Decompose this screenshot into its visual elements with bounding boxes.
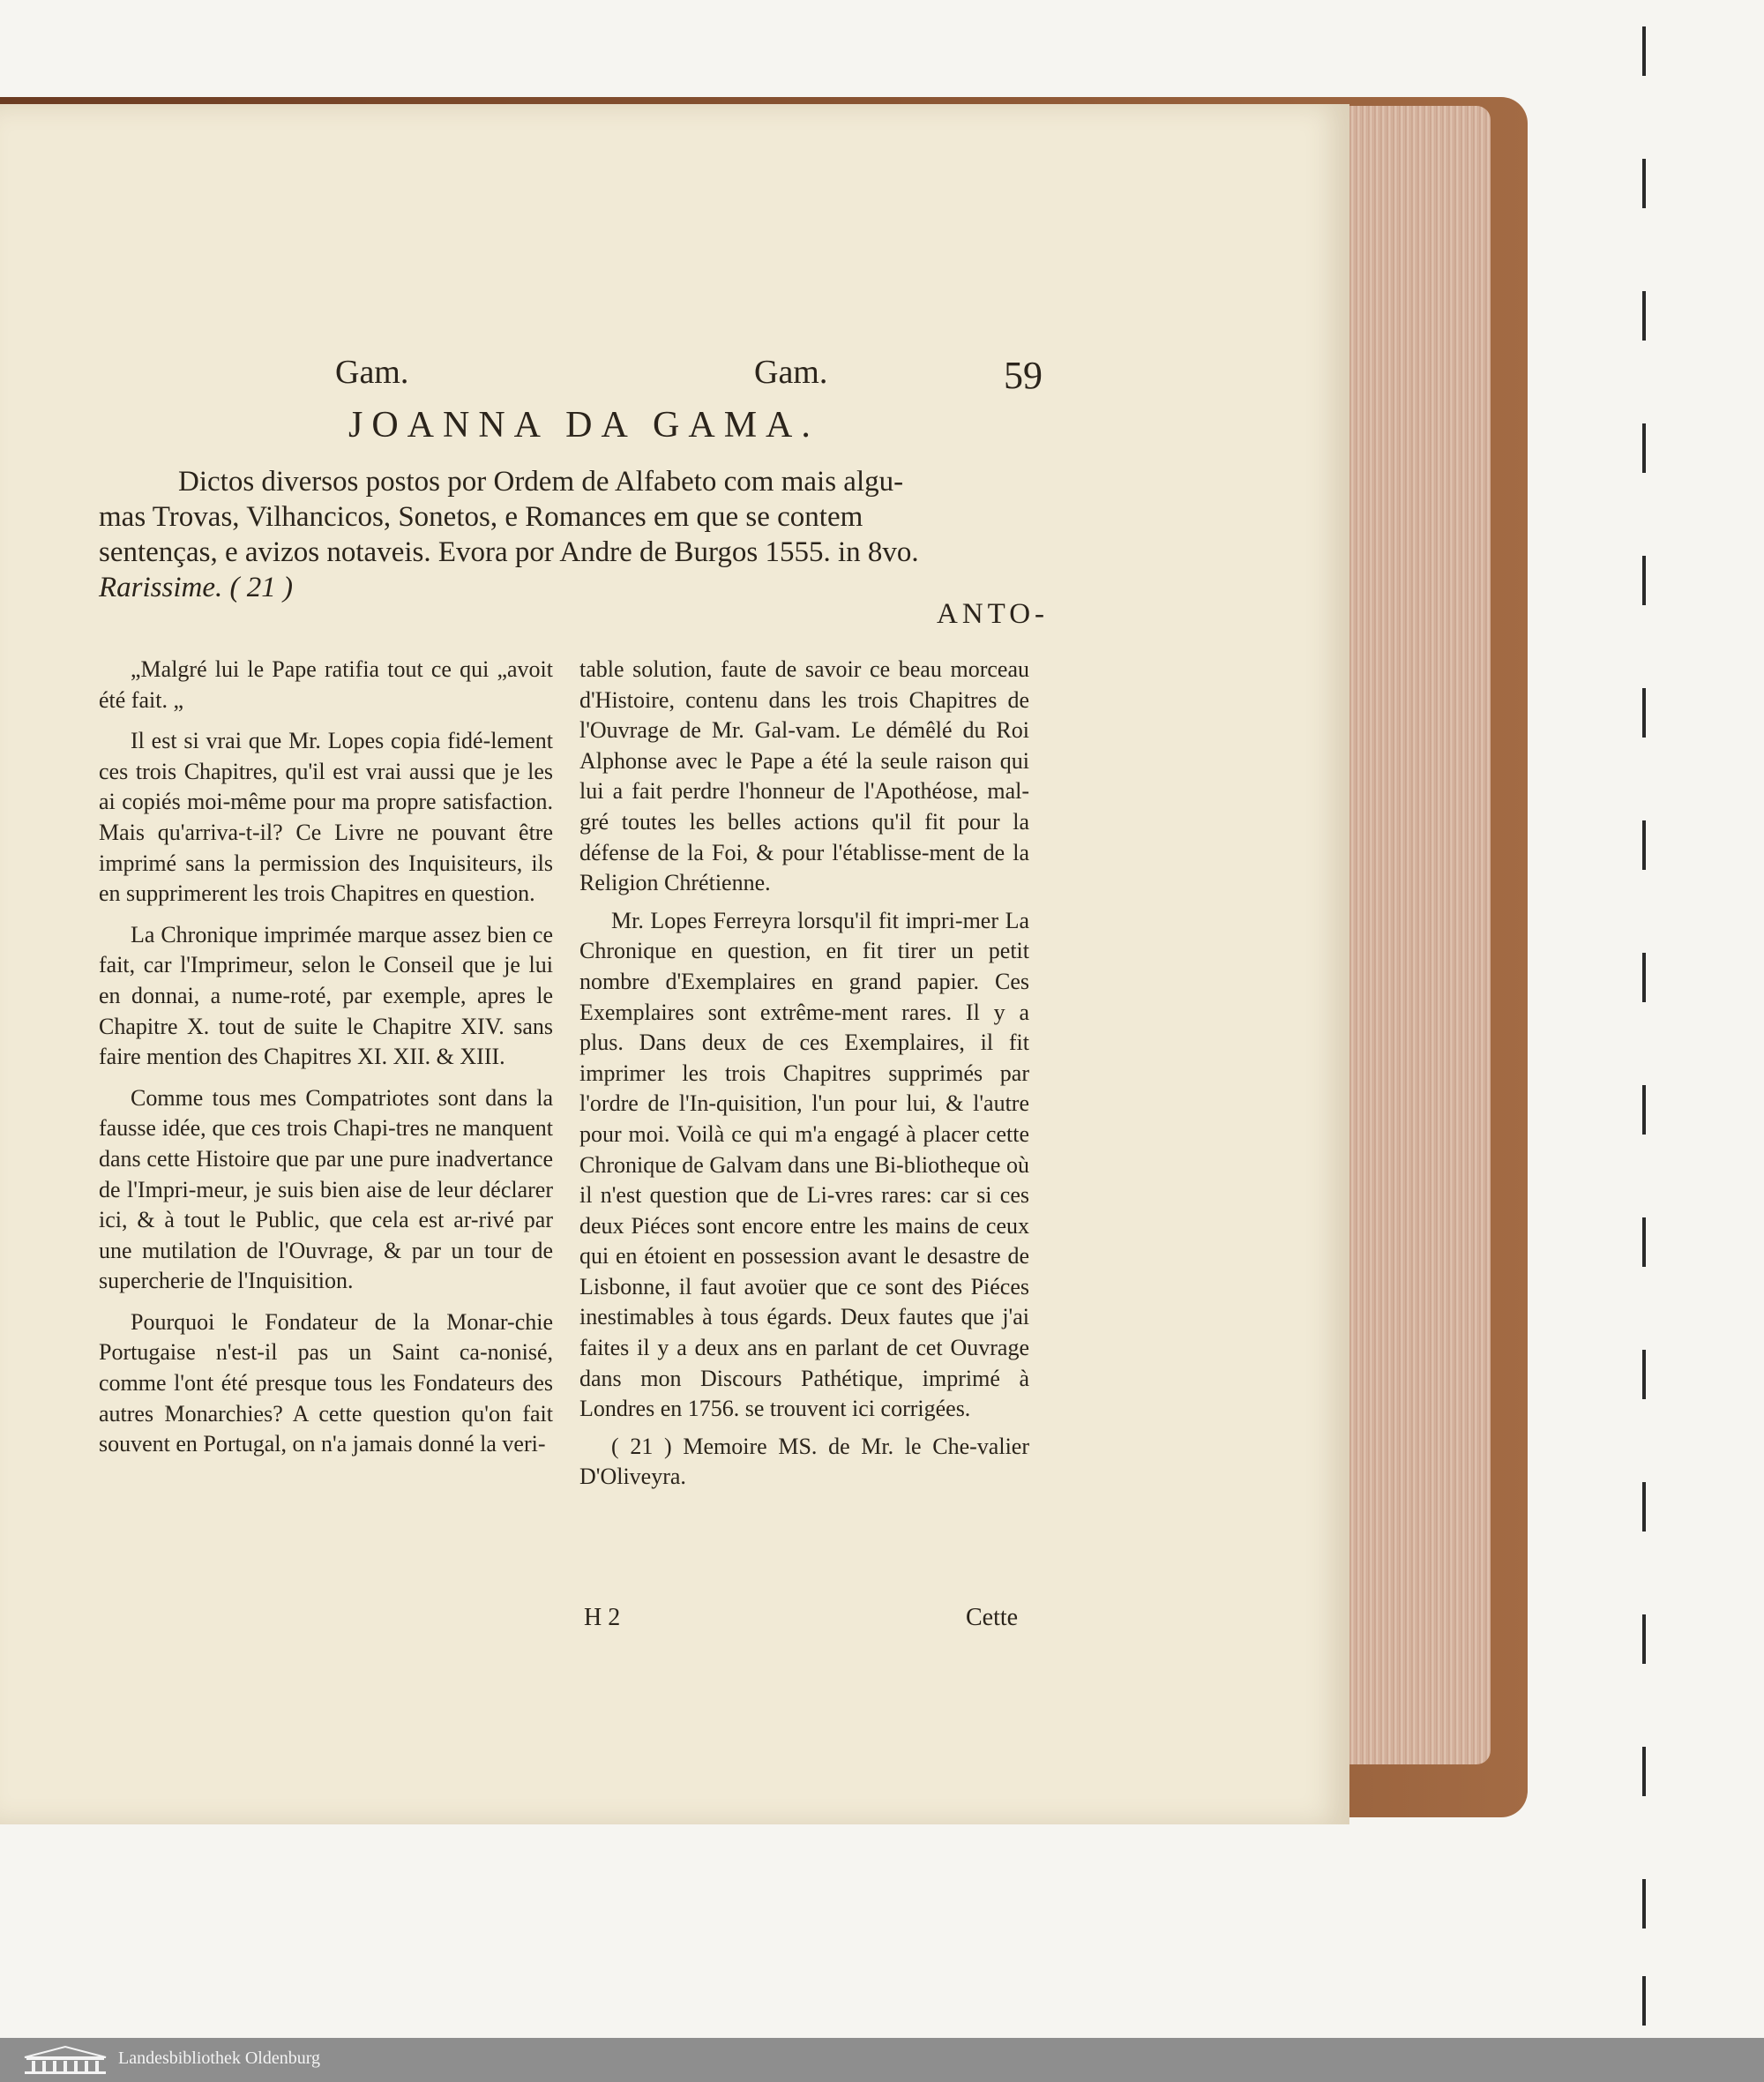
ruler-tick [1642,1976,1646,2026]
catchword-top: ANTO- [937,598,1050,630]
ruler-tick [1642,820,1646,870]
ruler-tick [1642,1614,1646,1664]
book-page [0,104,1349,1824]
ruler-tick [1642,688,1646,738]
ruler-tick [1642,423,1646,473]
paragraph: Pourquoi le Fondateur de la Monar-chie Portugaise n'est-il pas un Saint ca-nonisé, comme l'ont été presque tous les Fondateurs des autres Monarchies? A cette question qu'on fait souvent en Portugal, on n'a jamais donné la veri- [99,1308,553,1457]
ruler-tick [1642,1747,1646,1796]
running-head-left: Gam. [335,354,409,391]
paragraph: La Chronique imprimée marque assez bien ce fait, car l'Imprimeur, selon le Conseil que je lui en donnai, a nume-roté, par exemple, apres le Chapitre X. tout de suite le Chapitre XIV. sans faire mention des Chapitres XI. XII. & XIII. [99,921,553,1070]
intro-line: sentenças, e avizos notaveis. Evora por Andre de Burgos 1555. in 8vo. [99,536,919,568]
intro-line: Dictos diversos postos por Ordem de Alfabeto com mais algu- [178,466,904,498]
intro-line: mas Trovas, Vilhancicos, Sonetos, e Romances em que se contem [99,501,863,533]
ruler-tick [1642,556,1646,605]
ruler-tick [1642,159,1646,208]
ruler-tick [1642,1085,1646,1135]
catchword-bottom: Cette [966,1604,1019,1631]
page-edges [1336,106,1491,1764]
ruler-tick [1642,291,1646,341]
intro-line: Rarissime. ( 21 ) [99,572,293,603]
signature-mark: H 2 [584,1604,621,1631]
entry-description [99,464,1043,605]
right-column [579,655,1029,1500]
page-number: 59 [1004,354,1043,397]
library-building-icon [21,2045,109,2075]
library-name: Landesbibliothek Oldenburg [118,2048,321,2068]
running-head-center: Gam. [754,354,828,391]
ruler-tick [1642,1350,1646,1399]
entry-title: JOANNA DA GAMA. [348,405,819,446]
footer-bar [0,2038,1764,2082]
ruler-tick [1642,1217,1646,1267]
left-column [99,655,553,1471]
ruler-tick [1642,1879,1646,1928]
ruler-tick [1642,953,1646,1002]
paragraph: Comme tous mes Compatriotes sont dans la fausse idée, que ces trois Chapi-tres ne manquent dans cette Histoire que par une pure inadvertance de l'Impri-meur, je suis bien aise de leur déclarer ici, & à tout le Public, que cela est ar-rivé par une mutilation de l'Ouvrage, & par un tour de supercherie de l'Inquisition. [99,1084,553,1294]
footnote: ( 21 ) Memoire MS. de Mr. le Che-valier D'Oliveyra. [579,1433,1029,1490]
paragraph: Mr. Lopes Ferreyra lorsqu'il fit impri-mer La Chronique en question, en fit tirer un petit nombre d'Exemplaires en grand papier. Ces Exemplaires sont extrême-ment rares. Il y a plus. Dans deux de ces Exemplaires, il fit imprimer les trois Chapitres supprimés par l'ordre de l'In-quisition, l'un pour lui, & l'autre pour moi. Voilà ce qui m'a engagé à placer cette Chronique de Galvam dans une Bi-bliotheque où il n'est question que de Li-vres rares: car si ces deux Piéces sont encore entre les mains de ceux qui en étoient en possession avant le desastre de Lisbonne, il faut avoüer que ce sont des Piéces inestimables à tous égards. Deux fautes que j'ai faites il y a deux ans en parlant de cet Ouvrage dans mon Discours Pathétique, imprimé à Londres en 1756. se trouvent ici corrigées. [579,907,1029,1422]
ruler-tick [1642,1482,1646,1532]
paragraph: „Malgré lui le Pape ratifia tout ce qui „avoit été fait. „ [99,656,553,713]
ruler-tick [1642,26,1646,76]
paragraph: table solution, faute de savoir ce beau morceau d'Histoire, contenu dans les trois Chapitres de l'Ouvrage de Mr. Gal-vam. Le démêlé du Roi Alphonse avec le Pape a été la seule raison qui lui a fait perdre l'honneur de l'Apothéose, mal-gré toutes les belles actions qu'il fit pour la défense de la Foi, & pour l'établisse-ment de la Religion Chrétienne. [579,656,1029,896]
paragraph: Il est si vrai que Mr. Lopes copia fidé-lement ces trois Chapitres, qu'il est vrai aussi que je les ai copiés moi-même pour ma propre satisfaction. Mais qu'arriva-t-il? Ce Livre ne pouvant être imprimé sans la permission des Inquisiteurs, ils en supprimerent les trois Chapitres en question. [99,728,553,907]
